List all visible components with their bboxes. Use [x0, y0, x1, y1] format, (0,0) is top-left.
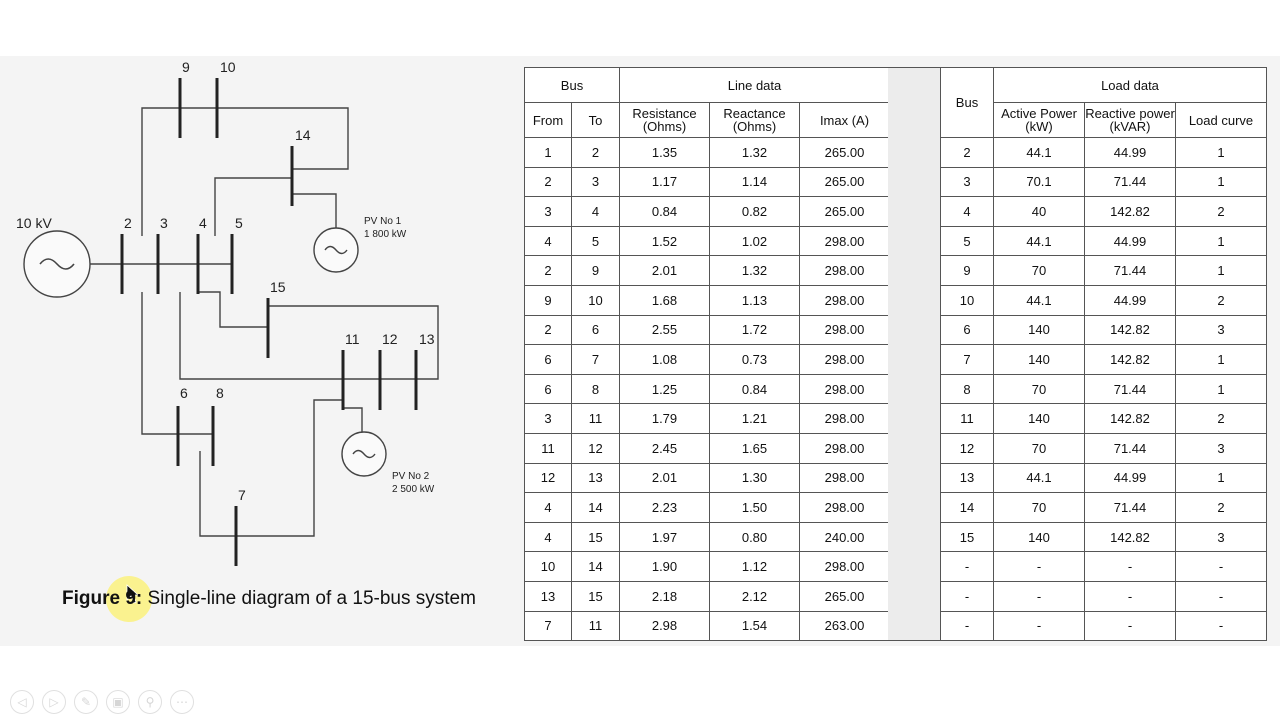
table-cell: 1.32 — [710, 138, 800, 168]
bus-label-2: 2 — [124, 215, 132, 231]
load-data-row — [941, 374, 1267, 404]
pv2-name: PV No 2 — [392, 471, 430, 482]
table-cell: 4 — [941, 197, 994, 227]
line-data-row — [525, 493, 890, 523]
table-cell: 4 — [525, 522, 572, 552]
line-data-row — [525, 197, 890, 227]
line-data-row — [525, 374, 890, 404]
table-cell: 2.55 — [620, 315, 710, 345]
table-cell: - — [941, 611, 994, 641]
table-cell: 2 — [525, 256, 572, 286]
table-cell: 10 — [572, 285, 620, 315]
bus-label-14: 14 — [295, 127, 311, 143]
figure-label: Figure 9: — [62, 588, 143, 609]
bus-label-9: 9 — [182, 59, 190, 75]
table-cell: 3 — [525, 197, 572, 227]
table-cell: 0.84 — [620, 197, 710, 227]
line-data-row — [525, 611, 890, 641]
table-cell: 1.08 — [620, 345, 710, 375]
table-cell: 2.45 — [620, 433, 710, 463]
table-cell: 3 — [941, 167, 994, 197]
table-cell: 3 — [1176, 433, 1267, 463]
table-cell: 298.00 — [800, 315, 890, 345]
line-data-row — [525, 404, 890, 434]
table-cell: 6 — [525, 374, 572, 404]
table-cell: 2 — [1176, 197, 1267, 227]
bus-label-8: 8 — [216, 385, 224, 401]
pv1-name: PV No 1 — [364, 216, 402, 227]
table-cell: 12 — [525, 463, 572, 493]
line-data-row — [525, 552, 890, 582]
bus-label-4: 4 — [199, 215, 207, 231]
table-cell: 1.65 — [710, 433, 800, 463]
table-cell: 3 — [525, 404, 572, 434]
table-cell: 265.00 — [800, 167, 890, 197]
table-cell: 142.82 — [1085, 197, 1176, 227]
table-cell: 11 — [525, 433, 572, 463]
load-data-row — [941, 226, 1267, 256]
presentation-toolbar — [10, 690, 194, 714]
line-data-row — [525, 285, 890, 315]
table-cell: 0.80 — [710, 522, 800, 552]
table-cell: 14 — [572, 552, 620, 582]
table-cell: - — [941, 552, 994, 582]
load-data-rows — [941, 138, 1267, 641]
table-cell: 1.50 — [710, 493, 800, 523]
load-data-row — [941, 404, 1267, 434]
table-cell: 298.00 — [800, 433, 890, 463]
table-cell: 0.84 — [710, 374, 800, 404]
load-data-table — [940, 67, 1267, 641]
bus-label-11: 11 — [345, 331, 360, 347]
table-cell: 2 — [1176, 285, 1267, 315]
header-load-bus: Bus — [941, 68, 994, 138]
table-cell: 0.82 — [710, 197, 800, 227]
line-data-row — [525, 345, 890, 375]
line-data-row — [525, 167, 890, 197]
table-cell: 1.90 — [620, 552, 710, 582]
table-cell: 4 — [525, 493, 572, 523]
bus-label-12: 12 — [382, 331, 398, 347]
table-cell: 142.82 — [1085, 315, 1176, 345]
load-data-row — [941, 552, 1267, 582]
table-cell: 1 — [1176, 226, 1267, 256]
table-cell: 6 — [525, 345, 572, 375]
table-cell: 142.82 — [1085, 522, 1176, 552]
table-cell: 11 — [941, 404, 994, 434]
bus-label-7: 7 — [238, 487, 246, 503]
table-cell: 70 — [994, 433, 1085, 463]
table-cell: 2.01 — [620, 256, 710, 286]
bus-label-6: 6 — [180, 385, 188, 401]
line-data-row — [525, 315, 890, 345]
slide — [0, 56, 1280, 646]
table-cell: 1.17 — [620, 167, 710, 197]
table-cell: 44.99 — [1085, 138, 1176, 168]
table-cell: 15 — [572, 522, 620, 552]
table-cell: - — [1176, 552, 1267, 582]
table-cell: 1.72 — [710, 315, 800, 345]
table-cell: 298.00 — [800, 463, 890, 493]
table-cell: 2 — [1176, 493, 1267, 523]
table-cell: - — [1085, 552, 1176, 582]
table-cell: - — [1176, 611, 1267, 641]
table-cell: 2 — [525, 167, 572, 197]
line-data-row — [525, 522, 890, 552]
source-label: 10 kV — [16, 215, 52, 231]
table-cell: 298.00 — [800, 256, 890, 286]
table-cell: 1.13 — [710, 285, 800, 315]
bus-label-15: 15 — [270, 279, 286, 295]
table-cell: 71.44 — [1085, 374, 1176, 404]
table-cell: 3 — [1176, 522, 1267, 552]
pv2-power: 2 500 kW — [392, 484, 435, 495]
load-data-row — [941, 285, 1267, 315]
table-cell: 4 — [572, 197, 620, 227]
table-cell: 5 — [572, 226, 620, 256]
table-cell: 1.14 — [710, 167, 800, 197]
table-cell: 71.44 — [1085, 167, 1176, 197]
load-data-row — [941, 315, 1267, 345]
single-line-diagram — [0, 56, 520, 646]
table-cell: - — [994, 552, 1085, 582]
table-cell: 298.00 — [800, 552, 890, 582]
load-data-row — [941, 433, 1267, 463]
table-cell: 1.30 — [710, 463, 800, 493]
table-cell: 1.35 — [620, 138, 710, 168]
table-cell: 1 — [1176, 138, 1267, 168]
line-data-row — [525, 256, 890, 286]
pv1-generator-icon — [314, 228, 358, 272]
pv2-generator-icon — [342, 432, 386, 476]
bus-label-13: 13 — [419, 331, 435, 347]
table-cell: 265.00 — [800, 138, 890, 168]
load-data-row — [941, 581, 1267, 611]
header-load-data: Load data — [994, 68, 1267, 103]
table-cell: - — [1085, 611, 1176, 641]
bus-bars — [122, 78, 416, 566]
table-cell: 12 — [941, 433, 994, 463]
table-cell: 70 — [994, 493, 1085, 523]
table-cell: - — [994, 581, 1085, 611]
table-cell: 6 — [572, 315, 620, 345]
table-cell: 1 — [1176, 256, 1267, 286]
load-data-row — [941, 463, 1267, 493]
table-cell: 2.01 — [620, 463, 710, 493]
table-cell: 14 — [941, 493, 994, 523]
table-cell: 2 — [525, 315, 572, 345]
table-cell: 15 — [941, 522, 994, 552]
zoom-icon[interactable]: ⚲ — [138, 690, 162, 714]
table-cell: 70 — [994, 374, 1085, 404]
bus-label-5: 5 — [235, 215, 243, 231]
table-cell: 44.99 — [1085, 463, 1176, 493]
table-cell: 8 — [941, 374, 994, 404]
load-data-row — [941, 167, 1267, 197]
more-icon[interactable]: ⋯ — [170, 690, 194, 714]
table-cell: 70 — [994, 256, 1085, 286]
table-cell: 44.1 — [994, 285, 1085, 315]
table-cell: 9 — [941, 256, 994, 286]
table-cell: 1.21 — [710, 404, 800, 434]
table-separator — [888, 67, 940, 641]
line-data-row — [525, 463, 890, 493]
table-cell: 10 — [525, 552, 572, 582]
table-cell: 44.99 — [1085, 285, 1176, 315]
next-icon[interactable]: ▷ — [42, 690, 66, 714]
header-resistance: Resistance (Ohms) — [620, 103, 710, 138]
header-to: To — [572, 103, 620, 138]
table-cell: 40 — [994, 197, 1085, 227]
table-cell: 9 — [572, 256, 620, 286]
table-cell: 1.25 — [620, 374, 710, 404]
line-data-row — [525, 433, 890, 463]
table-cell: 7 — [525, 611, 572, 641]
table-cell: 1.68 — [620, 285, 710, 315]
table-cell: 13 — [941, 463, 994, 493]
table-cell: 2 — [941, 138, 994, 168]
table-cell: 140 — [994, 315, 1085, 345]
header-from: From — [525, 103, 572, 138]
table-cell: 263.00 — [800, 611, 890, 641]
table-cell: 11 — [572, 611, 620, 641]
table-cell: 240.00 — [800, 522, 890, 552]
table-cell: 298.00 — [800, 374, 890, 404]
table-cell: 7 — [941, 345, 994, 375]
table-cell: 13 — [525, 581, 572, 611]
header-imax: Imax (A) — [800, 103, 890, 138]
figure-caption — [62, 588, 476, 610]
table-cell: - — [994, 611, 1085, 641]
table-cell: 2.98 — [620, 611, 710, 641]
table-cell: 7 — [572, 345, 620, 375]
load-data-row — [941, 256, 1267, 286]
table-cell: 298.00 — [800, 226, 890, 256]
table-cell: 1.97 — [620, 522, 710, 552]
table-cell: 1.12 — [710, 552, 800, 582]
table-cell: 44.1 — [994, 226, 1085, 256]
table-cell: 1.54 — [710, 611, 800, 641]
connection-lines — [90, 108, 438, 536]
load-data-row — [941, 522, 1267, 552]
table-cell: 71.44 — [1085, 256, 1176, 286]
table-cell: 12 — [572, 433, 620, 463]
table-cell: 2.12 — [710, 581, 800, 611]
pv1-power: 1 800 kW — [364, 229, 407, 240]
load-data-row — [941, 345, 1267, 375]
table-cell: 1 — [525, 138, 572, 168]
line-data-row — [525, 581, 890, 611]
table-cell: 142.82 — [1085, 345, 1176, 375]
table-cell: 298.00 — [800, 404, 890, 434]
table-cell: 1 — [1176, 374, 1267, 404]
table-cell: 1 — [1176, 463, 1267, 493]
load-data-row — [941, 611, 1267, 641]
table-cell: 44.1 — [994, 463, 1085, 493]
header-load-curve: Load curve — [1176, 103, 1267, 138]
source-generator-icon — [24, 231, 90, 297]
table-cell: 9 — [525, 285, 572, 315]
table-cell: - — [1176, 581, 1267, 611]
line-data-rows — [525, 138, 890, 641]
table-cell: 265.00 — [800, 197, 890, 227]
bus-label-3: 3 — [160, 215, 168, 231]
table-cell: 10 — [941, 285, 994, 315]
table-cell: 1 — [1176, 345, 1267, 375]
header-bus-group: Bus — [525, 68, 620, 103]
line-data-row — [525, 226, 890, 256]
table-cell: 0.73 — [710, 345, 800, 375]
table-cell: 5 — [941, 226, 994, 256]
table-cell: 4 — [525, 226, 572, 256]
table-cell: 2.18 — [620, 581, 710, 611]
table-cell: 140 — [994, 345, 1085, 375]
table-cell: 2 — [572, 138, 620, 168]
table-cell: 1.52 — [620, 226, 710, 256]
load-data-row — [941, 197, 1267, 227]
table-cell: 3 — [572, 167, 620, 197]
pen-icon[interactable]: ✎ — [74, 690, 98, 714]
table-cell: 142.82 — [1085, 404, 1176, 434]
previous-icon[interactable]: ◁ — [10, 690, 34, 714]
table-cell: 140 — [994, 404, 1085, 434]
table-cell: 2 — [1176, 404, 1267, 434]
table-cell: 11 — [572, 404, 620, 434]
table-cell: 298.00 — [800, 285, 890, 315]
table-cell: 298.00 — [800, 345, 890, 375]
table-cell: - — [1085, 581, 1176, 611]
line-data-table — [524, 67, 890, 641]
table-cell: - — [941, 581, 994, 611]
load-data-row — [941, 138, 1267, 168]
slides-icon[interactable]: ▣ — [106, 690, 130, 714]
line-data-row — [525, 138, 890, 168]
table-cell: 298.00 — [800, 493, 890, 523]
table-cell: 2.23 — [620, 493, 710, 523]
table-cell: 140 — [994, 522, 1085, 552]
header-reactance: Reactance (Ohms) — [710, 103, 800, 138]
table-cell: 8 — [572, 374, 620, 404]
header-line-data: Line data — [620, 68, 890, 103]
table-cell: 1 — [1176, 167, 1267, 197]
table-cell: 44.99 — [1085, 226, 1176, 256]
header-reactive-power: Reactive power (kVAR) — [1085, 103, 1176, 138]
table-cell: 1.79 — [620, 404, 710, 434]
table-cell: 6 — [941, 315, 994, 345]
table-cell: 15 — [572, 581, 620, 611]
load-data-row — [941, 493, 1267, 523]
table-cell: 44.1 — [994, 138, 1085, 168]
table-cell: 1.02 — [710, 226, 800, 256]
table-cell: 1.32 — [710, 256, 800, 286]
table-cell: 14 — [572, 493, 620, 523]
table-cell: 71.44 — [1085, 433, 1176, 463]
table-cell: 71.44 — [1085, 493, 1176, 523]
header-active-power: Active Power (kW) — [994, 103, 1085, 138]
table-cell: 70.1 — [994, 167, 1085, 197]
table-cell: 13 — [572, 463, 620, 493]
figure-caption-text: Single-line diagram of a 15-bus system — [142, 588, 476, 609]
table-cell: 265.00 — [800, 581, 890, 611]
table-cell: 3 — [1176, 315, 1267, 345]
bus-label-10: 10 — [220, 59, 236, 75]
